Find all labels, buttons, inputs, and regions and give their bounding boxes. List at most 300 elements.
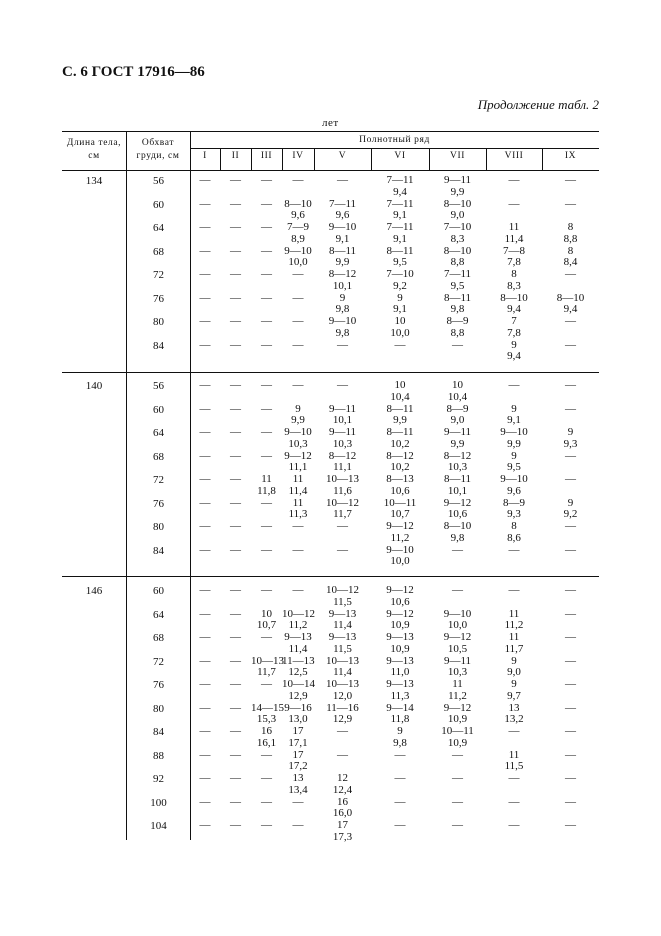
table-cell-range: 9—13 [386, 678, 414, 690]
table-cell-range: — [261, 543, 272, 556]
table-cell-range: 10—13 [326, 654, 359, 667]
table-cell-range: — [199, 315, 211, 327]
table-cell-range: — [261, 268, 272, 280]
table-cell-range: 8 [567, 221, 574, 233]
table-cell-range: — [292, 543, 304, 556]
table-cell-range: — [565, 678, 576, 690]
table-cell-range: — [565, 725, 576, 737]
table-cell-mean: 11,4 [288, 484, 308, 497]
table-cell-range: — [230, 701, 241, 714]
table-cell-range: — [261, 221, 272, 233]
table-cell-range: — [292, 338, 304, 351]
table-cell-range: 10—13 [251, 654, 284, 667]
table-cell-mean: 10,2 [390, 461, 410, 473]
table-cell-mean: 9,9 [507, 437, 521, 450]
table-cell-range: — [230, 449, 241, 462]
table-cell-range: 7—11 [386, 174, 414, 186]
table-cell-range: — [261, 426, 272, 438]
table-cell-mean: 9,9 [335, 256, 350, 268]
table-cell-range: — [337, 379, 348, 391]
table-cell-mean: 9,4 [393, 185, 407, 198]
table-cell-range: — [230, 607, 241, 620]
table-cell-range: 8—9 [446, 315, 469, 327]
table-cell-range: — [199, 543, 211, 556]
table-cell-range: 9 [511, 678, 517, 690]
chest-girth-value: 64 [153, 608, 164, 621]
table-cell-mean: 7,8 [507, 256, 521, 268]
table-cell-range: 10 [394, 379, 406, 391]
table-cell-mean: 9,4 [563, 303, 578, 315]
table-cell-range: — [230, 725, 241, 737]
table-cell-range: — [261, 584, 272, 596]
table-cell-range: — [292, 315, 304, 327]
table-cell-mean: 11,4 [333, 666, 352, 678]
chest-girth-value: 92 [153, 773, 164, 785]
table-cell-range: 9 [339, 291, 346, 304]
table-cell-range: 9—10 [328, 221, 357, 233]
table-cell-range: — [452, 795, 463, 808]
table-cell-range: 8—10 [556, 291, 585, 304]
table-cell-range: 8—11 [386, 244, 414, 257]
table-cell-mean: 11,6 [333, 484, 352, 497]
chest-girth-value: 72 [153, 655, 164, 668]
column-header-group: Полнотный ряд [359, 135, 430, 145]
table-cell-range: 10 [261, 607, 272, 620]
table-cell-mean: 9,9 [291, 414, 305, 426]
table-cell-mean: 9,0 [450, 414, 465, 426]
table-cell-range: — [199, 221, 211, 233]
table-cell-range: — [565, 174, 576, 186]
table-cell-range: 7—10 [443, 221, 472, 233]
table-cell-range: — [565, 473, 576, 485]
table-cell-mean: 7,8 [507, 326, 521, 339]
table-cell-range: 9 [397, 291, 403, 304]
table-cell-range: — [199, 607, 211, 620]
table-cell-mean: 9,6 [507, 484, 521, 497]
table-cell-mean: 9,0 [507, 666, 521, 678]
table-cell-range: — [199, 268, 211, 280]
group-separator [62, 372, 599, 373]
table-cell-mean: 10,9 [447, 713, 468, 725]
table-cell-range: — [230, 338, 241, 351]
table-cell-range: — [565, 701, 576, 714]
table-cell-range: 8—11 [328, 244, 357, 257]
table-cell-range: — [508, 772, 520, 784]
table-cell-range: — [452, 748, 463, 761]
table-cell-range: 10—12 [282, 607, 315, 620]
chest-girth-value: 68 [153, 450, 164, 463]
table-cell-mean: 13,0 [288, 713, 308, 725]
table-cell-range: — [199, 449, 211, 462]
table-cell-mean: 9,5 [450, 279, 465, 292]
table-cell-range: 8—12 [386, 449, 414, 462]
table-cell-range: — [199, 338, 211, 351]
table-cell-range: — [230, 748, 241, 761]
table-cell-mean: 9,9 [450, 437, 465, 450]
table-cell-mean: 9,9 [393, 414, 407, 426]
table-cell-mean: 9,9 [450, 185, 465, 198]
table-cell-range: — [230, 819, 241, 831]
table-cell-range: 8—10 [443, 197, 472, 210]
table-cell-range: 16 [261, 725, 272, 737]
table-cell-mean: 11,8 [257, 484, 276, 497]
table-cell-mean: 10,9 [447, 736, 468, 749]
table-cell-range: 9—13 [386, 631, 414, 643]
table-cell-range: 10—13 [326, 473, 359, 485]
table-cell-range: — [292, 291, 304, 304]
table-cell-range: — [292, 174, 304, 186]
table-cell-range: — [230, 473, 241, 485]
chest-girth-value: 80 [153, 316, 164, 328]
table-cell-mean: 8,4 [563, 256, 578, 268]
table-cell-range: — [337, 520, 348, 532]
table-cell-mean: 10,1 [332, 414, 353, 426]
table-cell-range: 8—12 [443, 449, 472, 462]
table-cell-mean: 11,1 [333, 461, 352, 473]
table-cell-range: 11 [508, 221, 520, 233]
chest-girth-value: 80 [153, 702, 164, 715]
table-cell-mean: 8,6 [507, 531, 521, 544]
table-cell-range: — [230, 315, 241, 327]
series-header-1: I [203, 151, 207, 161]
table-cell-mean: 11,5 [333, 595, 352, 608]
body-length-value: 134 [85, 175, 103, 187]
table-cell-range: 14—15 [251, 701, 284, 714]
table-cell-range: — [230, 402, 241, 415]
table-cell-range: 8—11 [443, 291, 472, 304]
table-cell-range: 9—12 [386, 584, 414, 596]
table-cell-range: — [508, 795, 520, 808]
table-cell-mean: 9,1 [393, 303, 407, 315]
table-cell-range: — [261, 338, 272, 351]
table-cell-mean: 10,3 [288, 437, 308, 450]
table-cell-range: — [199, 197, 211, 210]
chest-girth-value: 80 [153, 521, 164, 533]
column-header-length: Длина тела, см [66, 138, 122, 161]
table-cell-range: — [452, 584, 463, 596]
chest-girth-value: 84 [153, 544, 164, 557]
chest-girth-value: 60 [153, 403, 164, 416]
table-cell-range: 9—11 [443, 174, 472, 186]
table-cell-mean: 10,7 [256, 619, 277, 631]
table-cell-range: — [199, 795, 211, 808]
table-cell-mean: 10,3 [332, 437, 353, 450]
table-cell-mean: 10,5 [447, 642, 468, 655]
series-header-4: IV [292, 151, 304, 161]
table-cell-range: 10—14 [282, 678, 315, 690]
table-cell-mean: 10,1 [332, 279, 353, 292]
table-cell-range: — [394, 795, 406, 808]
table-cell-range: — [394, 338, 406, 351]
table-cell-mean: 16,0 [332, 807, 353, 819]
table-cell-mean: 10,0 [288, 256, 308, 268]
table-cell-range: 9 [567, 426, 574, 438]
table-cell-range: — [261, 631, 272, 643]
body-length-value: 140 [85, 380, 103, 392]
table-cell-range: — [565, 543, 576, 556]
table-cell-range: — [199, 772, 211, 784]
table-cell-range: 9—13 [328, 631, 357, 643]
table-cell-range: 8—9 [503, 496, 525, 509]
table-cell-range: — [261, 197, 272, 210]
table-cell-range: 13 [292, 772, 304, 784]
table-cell-mean: 9,3 [507, 508, 521, 520]
table-cell-range: 9—12 [386, 607, 414, 620]
table-cell-range: — [199, 520, 211, 532]
table-cell-range: 7 [511, 315, 517, 327]
table-cell-mean: 12,9 [288, 689, 308, 702]
table-cell-mean: 9,2 [393, 279, 407, 292]
table-cell-range: — [230, 520, 241, 532]
table-cell-mean: 10,2 [390, 437, 410, 450]
table-cell-mean: 12,4 [332, 783, 353, 796]
table-cell-range: — [565, 819, 576, 831]
table-cell-mean: 9,1 [507, 414, 521, 426]
table-cell-range: — [261, 174, 272, 186]
table-cell-mean: 11,5 [504, 760, 524, 772]
table-cell-mean: 9,5 [393, 256, 407, 268]
table-cell-range: — [261, 291, 272, 304]
table-cell-range: — [508, 725, 520, 737]
table-cell-range: — [199, 631, 211, 643]
table-cell-range: — [565, 402, 576, 415]
table-cell-range: — [261, 315, 272, 327]
table-cell-range: — [292, 268, 304, 280]
chest-girth-value: 68 [153, 245, 164, 258]
table-cell-range: — [508, 819, 520, 831]
table-cell-range: 8—11 [386, 402, 414, 415]
table-cell-range: — [337, 338, 348, 351]
table-cell-range: 8—11 [386, 426, 414, 438]
table-cell-range: — [199, 402, 211, 415]
table-cell-range: 7—11 [443, 268, 472, 280]
table-cell-range: 7—11 [386, 221, 414, 233]
table-cell-mean: 10,0 [447, 619, 468, 631]
table-cell-range: — [565, 584, 576, 596]
table-cell-range: — [199, 379, 211, 391]
table-cell-range: 9—10 [328, 315, 357, 327]
table-cell-range: — [230, 678, 241, 690]
chest-girth-value: 84 [153, 726, 164, 738]
table-cell-range: 10 [394, 315, 406, 327]
table-cell-mean: 9,8 [450, 303, 465, 315]
table-cell-range: 8 [567, 244, 574, 257]
table-cell-mean: 10,0 [390, 555, 410, 567]
table-cell-range: — [261, 520, 272, 532]
table-cell-mean: 8,8 [563, 232, 578, 245]
table-cell-range: 10—13 [326, 678, 359, 690]
table-cell-mean: 11,0 [390, 666, 410, 678]
table-cell-range: 9—10 [386, 543, 414, 556]
table-cell-mean: 10,6 [390, 484, 410, 497]
table-cell-range: — [199, 496, 211, 509]
table-cell-range: — [199, 654, 211, 667]
table-cell-mean: 11,3 [288, 508, 308, 520]
table-cell-range: 8 [511, 520, 517, 532]
table-cell-range: — [230, 379, 241, 391]
table-cell-range: — [565, 748, 576, 761]
header-fragment: лет [322, 117, 339, 129]
table-cell-mean: 17,3 [332, 830, 353, 843]
table-cell-range: — [230, 426, 241, 438]
chest-girth-value: 72 [153, 474, 164, 486]
table-cell-range: — [565, 379, 576, 391]
table-cell-range: — [199, 725, 211, 737]
table-cell-range: 11 [261, 473, 272, 485]
table-cell-range: — [292, 795, 304, 808]
table-cell-range: 7—11 [328, 197, 357, 210]
table-cell-range: 11 [508, 607, 520, 620]
table-cell-range: — [230, 772, 241, 784]
table-cell-range: 8 [511, 268, 517, 280]
table-cell-mean: 9,1 [393, 209, 407, 221]
table-cell-range: — [508, 197, 520, 210]
chest-girth-value: 64 [153, 427, 164, 439]
table-cell-range: 9—14 [386, 701, 414, 714]
table-cell-range: — [261, 402, 272, 415]
table-cell-range: — [261, 379, 272, 391]
series-header-6: VI [394, 151, 406, 161]
table-cell-range: 9—16 [284, 701, 312, 714]
page-header: С. 6 ГОСТ 17916—86 [62, 64, 205, 80]
table-cell-range: 8—10 [500, 291, 528, 304]
table-cell-range: — [199, 244, 211, 257]
table-cell-range: 17 [292, 748, 304, 761]
chest-girth-value: 88 [153, 749, 164, 762]
series-header-3: III [260, 151, 273, 161]
table-cell-range: — [230, 291, 241, 304]
table-cell-range: 9 [397, 725, 403, 737]
table-cell-mean: 9,8 [393, 736, 407, 749]
table-cell-range: 9—12 [443, 631, 472, 643]
table-cell-mean: 11,1 [288, 461, 308, 473]
table-cell-mean: 10,9 [390, 619, 410, 631]
table-cell-range: — [230, 543, 241, 556]
table-cell-mean: 9,3 [563, 437, 578, 450]
table-cell-range: 11 [508, 631, 520, 643]
table-cell-range: 9—10 [443, 607, 472, 620]
table-cell-range: 8—10 [443, 520, 472, 532]
series-header-5: V [338, 151, 347, 161]
table-cell-mean: 10,7 [390, 508, 410, 520]
table-cell-range: — [261, 795, 272, 808]
table-cell-range: 9 [511, 402, 517, 415]
table-cell-mean: 11,7 [333, 508, 352, 520]
chest-girth-value: 76 [153, 497, 164, 510]
table-cell-mean: 10,4 [447, 390, 468, 403]
table-cell-range: — [261, 678, 272, 690]
table-cell-range: — [565, 607, 576, 620]
table-cell-mean: 11,2 [504, 619, 524, 631]
table-cell-range: 8—12 [328, 268, 357, 280]
chest-girth-value: 76 [153, 292, 164, 305]
table-cell-mean: 11,2 [288, 619, 308, 631]
table-cell-range: 9—10 [500, 473, 528, 485]
table-cell-range: — [565, 772, 576, 784]
body-length-value: 146 [85, 585, 103, 597]
table-cell-mean: 10,3 [447, 461, 468, 473]
table-cell-range: 8—10 [443, 244, 472, 257]
table-cell-range: — [452, 819, 463, 831]
table-cell-range: 9—13 [284, 631, 312, 643]
table-cell-range: — [261, 819, 272, 831]
table-cell-mean: 10,6 [390, 595, 410, 608]
table-cell-mean: 9,6 [335, 209, 350, 221]
table-cell-range: 8—11 [443, 473, 472, 485]
table-cell-mean: 8,3 [450, 232, 465, 245]
table-cell-range: — [230, 654, 241, 667]
table-cell-range: — [565, 315, 576, 327]
table-cell-range: 9—10 [284, 244, 312, 257]
chest-girth-value: 56 [153, 175, 164, 187]
table-cell-range: 11—16 [326, 701, 359, 714]
table-cell-range: 8—10 [284, 197, 312, 210]
table-cell-range: 9 [511, 338, 517, 351]
table-cell-range: 17 [337, 819, 348, 831]
table-cell-range: — [292, 584, 304, 596]
table-cell-mean: 11,3 [390, 689, 410, 702]
table-cell-mean: 11,4 [333, 619, 352, 631]
table-cell-range: 11—13 [282, 654, 315, 667]
table-cell-mean: 11,2 [390, 531, 410, 544]
table-cell-range: — [261, 449, 272, 462]
table-cell-mean: 9,4 [507, 350, 521, 362]
table-cell-range: 11 [292, 496, 304, 509]
table-cell-range: — [292, 520, 304, 532]
table-cell-mean: 17,2 [288, 760, 308, 772]
table-cell-range: — [394, 819, 406, 831]
table-cell-range: 16 [337, 795, 348, 808]
table-cell-range: — [230, 197, 241, 210]
table-cell-range: — [199, 473, 211, 485]
table-cell-range: — [337, 543, 348, 556]
table-cell-range: 9—12 [284, 449, 312, 462]
chest-girth-value: 60 [153, 198, 164, 211]
table-cell-range: — [199, 701, 211, 714]
table-cell-range: — [508, 584, 520, 596]
table-cell-mean: 17,1 [288, 736, 308, 749]
table-cell-mean: 9,8 [335, 326, 350, 339]
table-cell-mean: 9,7 [507, 689, 521, 702]
table-cell-range: 8—13 [386, 473, 414, 485]
table-cell-range: 9—12 [443, 496, 472, 509]
table-cell-mean: 10,1 [447, 484, 468, 497]
chest-girth-value: 104 [150, 820, 167, 832]
table-cell-range: 9—11 [328, 426, 357, 438]
table-cell-range: — [337, 748, 348, 761]
table-cell-mean: 15,3 [256, 713, 277, 725]
table-cell-range: — [230, 174, 241, 186]
table-cell-range: — [230, 221, 241, 233]
chest-girth-value: 60 [153, 585, 164, 597]
table-cell-range: — [199, 291, 211, 304]
table-cell-range: 9—10 [500, 426, 528, 438]
table-cell-mean: 16,1 [256, 736, 277, 749]
table-cell-range: — [565, 268, 576, 280]
table-cell-mean: 12,5 [288, 666, 308, 678]
group-separator [62, 576, 599, 577]
table-cell-range: — [508, 379, 520, 391]
table-cell-mean: 8,3 [507, 279, 521, 292]
table-cell-mean: 11,4 [288, 642, 308, 655]
table-cell-range: — [261, 496, 272, 509]
table-cell-range: — [565, 197, 576, 210]
table-cell-range: 11 [508, 748, 520, 761]
table-cell-range: — [199, 748, 211, 761]
table-cell-range: — [230, 244, 241, 257]
table-cell-range: — [292, 819, 304, 831]
table-cell-range: 11 [292, 473, 304, 485]
